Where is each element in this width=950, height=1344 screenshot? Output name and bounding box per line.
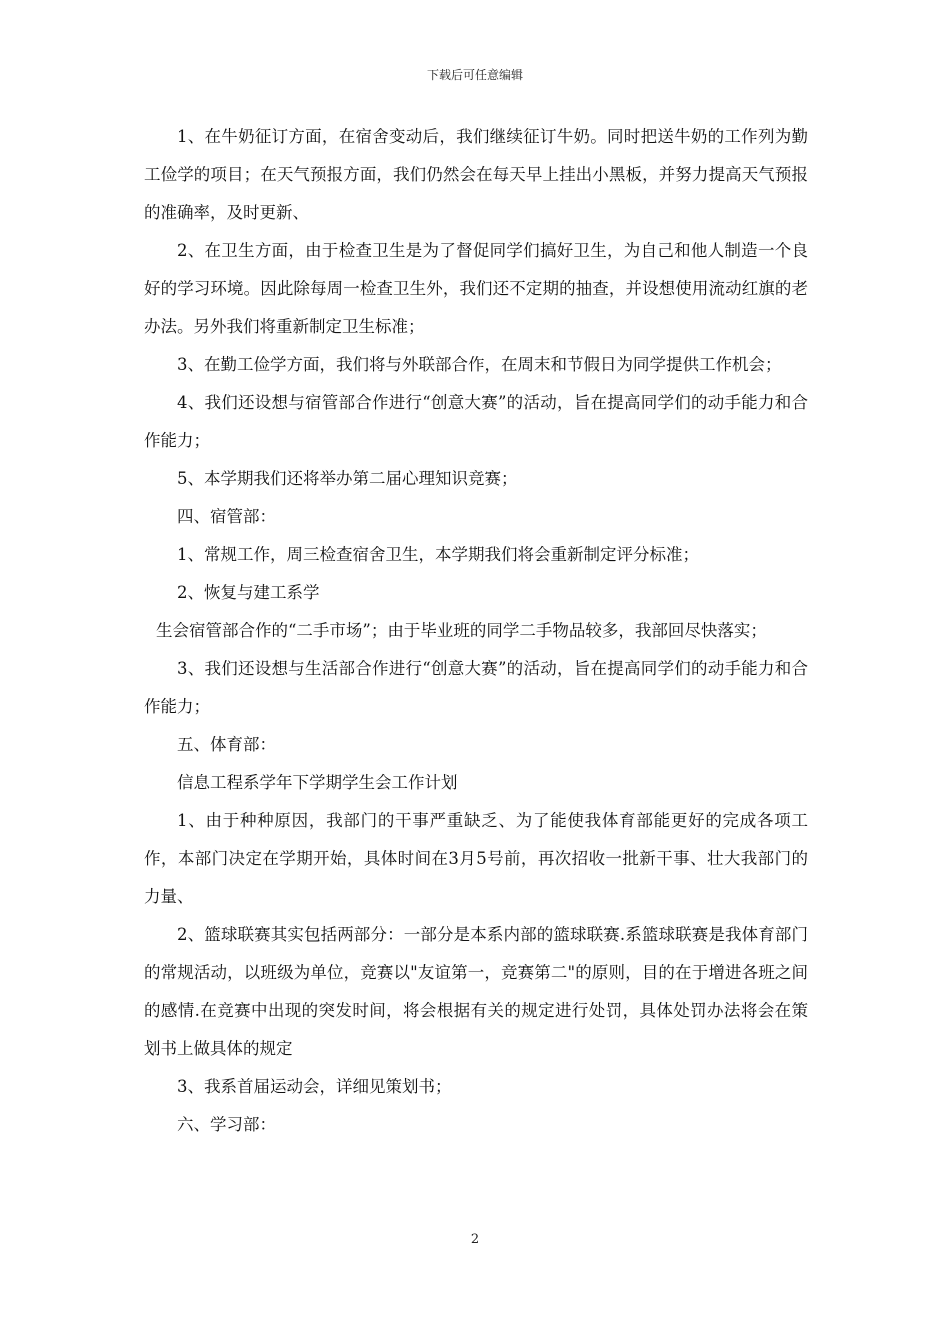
section-heading-study: 六、学习部： [177,1115,276,1134]
paragraph-hygiene: 2、在卫生方面，由于检查卫生是为了督促同学们搞好卫生，为自己和他人制造一个良好的学习环境。因此除每周一检查卫生外，我们还不定期的抽查，并设想使用流动红旗的老办法。另外我们将重新制定卫生标准； [144,241,808,336]
paragraph-dorm-routine: 1、常规工作，周三检查宿舍卫生，本学期我们将会重新制定评分标准； [177,545,699,564]
paragraph-sports-meet: 3、我系首届运动会，详细见策划书； [177,1077,452,1096]
section-heading-sports: 五、体育部： [177,735,276,754]
paragraph-milk-weather: 1、在牛奶征订方面，在宿舍变动后，我们继续征订牛奶。同时把送牛奶的工作列为勤工俭学的项目；在天气预报方面，我们仍然会在每天早上挂出小黑板，并努力提高天气预报的准确率，及时更新、 [144,127,808,222]
document-body [144,118,808,1144]
paragraph-dorm-creative-contest: 3、我们还设想与生活部合作进行“创意大赛”的活动，旨在提高同学们的动手能力和合作能力； [144,659,808,716]
paragraph-plan-title: 信息工程系学年下学期学生会工作计划 [177,773,458,792]
paragraph-creative-contest: 4、我们还设想与宿管部合作进行“创意大赛”的活动，旨在提高同学们的动手能力和合作能力； [144,393,808,450]
paragraph-basketball: 2、篮球联赛其实包括两部分：一部分是本系内部的篮球联赛.系篮球联赛是我体育部门的常规活动，以班级为单位，竞赛以"友谊第一，竞赛第二"的原则，目的在于增进各班之间的感情.在竞赛中出现的突发时间，将会根据有关的规定进行处罚，具体处罚办法将会在策划书上做具体的规定 [144,925,808,1058]
paragraph-psych-quiz: 5、本学期我们还将举办第二届心理知识竞赛； [177,469,518,488]
section-heading-dorm: 四、宿管部： [177,507,276,526]
page-number: 2 [470,1232,480,1247]
paragraph-second-hand-market: 生会宿管部合作的“二手市场”；由于毕业班的同学二手物品较多，我部回尽快落实； [156,621,767,640]
page-header: 下载后可任意编辑 [426,68,523,82]
paragraph-dorm-restore: 2、恢复与建工系学 [177,583,320,602]
paragraph-recruit: 1、由于种种原因，我部门的干事严重缺乏、为了能使我体育部能更好的完成各项工作，本部门决定在学期开始，具体时间在3月5号前，再次招收一批新干事、壮大我部门的力量、 [144,811,808,906]
paragraph-work-study: 3、在勤工俭学方面，我们将与外联部合作，在周末和节假日为同学提供工作机会； [177,355,782,374]
